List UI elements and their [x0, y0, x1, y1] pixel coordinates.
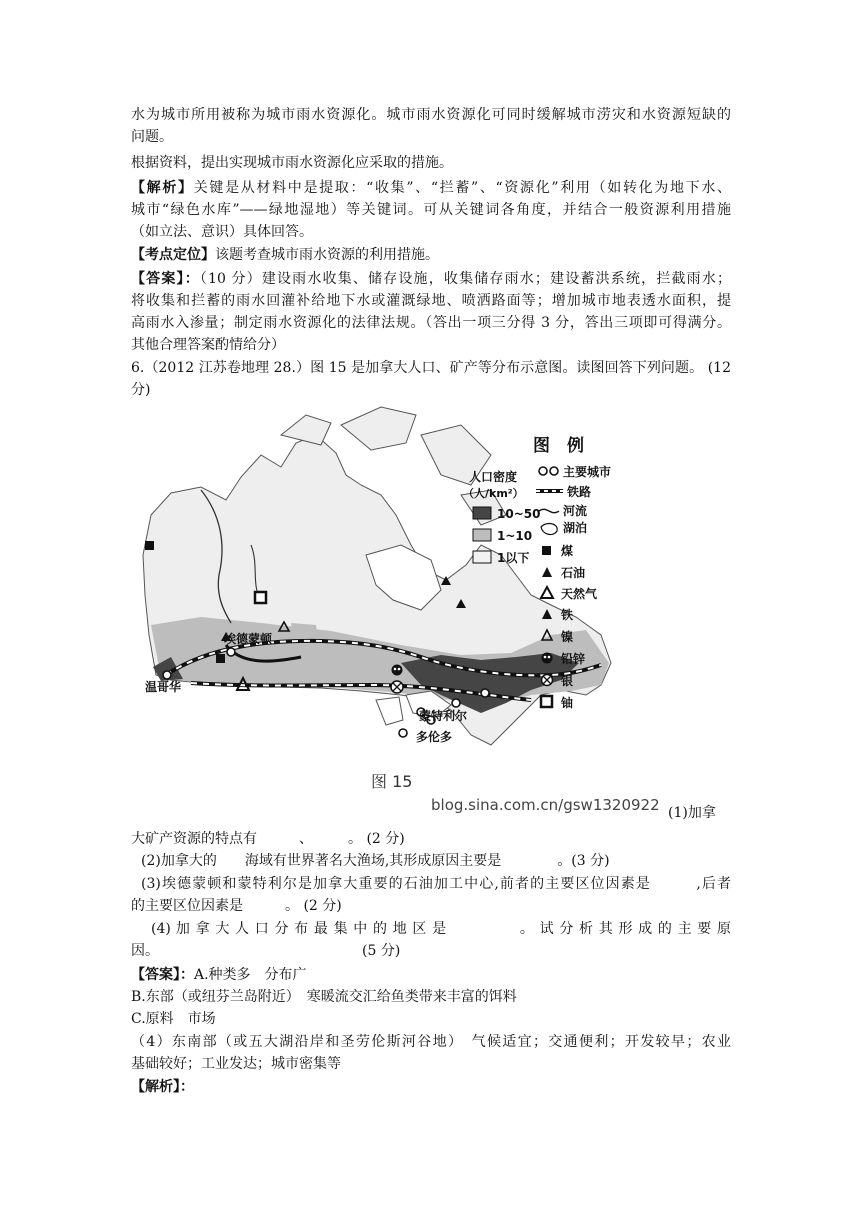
density-legend-unit: （人/km²）: [463, 487, 524, 500]
analysis-line: 【解析】关键是从材料中是提取：“收集”、“拦蓄”、“资源化”利用（如转化为地下水、: [131, 180, 732, 196]
coal-legend-icon: [542, 546, 551, 555]
coal-symbol: [145, 541, 154, 550]
answer-label: 【答案】：: [131, 271, 200, 287]
lead-zinc-legend-dot: [544, 656, 547, 659]
uranium-symbol: [255, 592, 266, 603]
legend-title: 图 例: [533, 436, 584, 456]
question-6-line: 分): [131, 382, 151, 398]
lead-zinc-legend-icon: [542, 653, 553, 664]
city-marker: [481, 689, 489, 697]
analysis-label: 【解析】: [131, 180, 194, 196]
density-swatch-low: [473, 551, 491, 563]
city-label-toronto: 多伦多: [416, 730, 453, 744]
great-lakes: [376, 697, 403, 725]
question-4-line: (4) 加 拿 大 人 口 分 布 最 集 中 的 地 区 是 。 试 分 析 其 形 成 的 主 要 原: [151, 921, 731, 937]
lake-legend-icon: [541, 524, 557, 535]
answer-line: 基础较好；工业发达；城市密集等: [131, 1056, 341, 1072]
legend-label-city: 主要城市: [563, 465, 612, 479]
city-marker: [227, 648, 235, 656]
legend-label-nickel: 镍: [561, 630, 574, 644]
river-legend-icon: [539, 509, 559, 512]
legend-label-coal: 煤: [561, 544, 574, 558]
question-3-line: 的主要区位因素是 。 (2 分): [131, 898, 342, 914]
answer-line: （4）东南部（或五大湖沿岸和圣劳伦斯河谷地） 气候适宜；交通便利；开发较早；农业: [131, 1034, 731, 1050]
legend-label-railway: 铁路: [567, 485, 592, 499]
answer-line: B.东部（或纽芬兰岛附近） 寒暖流交汇给鱼类带来丰富的饵料: [131, 989, 517, 1005]
city-marker: [452, 699, 460, 707]
legend-label-oil: 石油: [561, 566, 586, 580]
question-1-tail: (1)加拿: [668, 805, 716, 821]
figure-label: 图 15: [371, 772, 413, 791]
answer-line: 【答案】：（10 分）建设雨水收集、储存设施，收集储存雨水；建设蓄洪系统，拦截雨水；: [131, 271, 732, 287]
lead-zinc-symbol: [394, 668, 397, 671]
oil-legend-icon: [542, 567, 552, 577]
coal-symbol: [216, 654, 225, 663]
legend-label-river: 河流: [563, 504, 588, 518]
answer-line: 高雨水入渗量；制定雨水资源化的法律法规。（答出一项三分得 3 分，答出三项即可得满分。: [131, 315, 731, 331]
density-level-label: 10~50: [497, 507, 541, 521]
density-swatch-mid: [473, 529, 491, 541]
city-label-montreal: 蒙特利尔: [419, 709, 468, 723]
legend-label-lead-zinc: 铅锌: [561, 652, 586, 666]
density-swatch-high: [473, 507, 491, 519]
answer-line: 【答案】：A.种类多 分布广: [131, 967, 307, 983]
lead-zinc-legend-dot: [548, 656, 551, 659]
city-marker: [399, 729, 407, 737]
question-2-line: (2)加拿大的 海域有世界著名大渔场,其形成原因主要是 。(3 分): [141, 853, 610, 869]
paragraph-line: 问题。: [131, 129, 173, 145]
city-label-vancouver: 温哥华: [145, 680, 182, 694]
city-legend-icon: [550, 467, 558, 475]
key-point-label: 【考点定位】: [131, 247, 215, 263]
legend-label-gas: 天然气: [561, 587, 598, 601]
lead-zinc-symbol: [398, 668, 401, 671]
arctic-island: [341, 407, 416, 450]
analysis-line: （如立法、意识）具体回答。: [131, 224, 313, 240]
question-1-line: 大矿产资源的特点有 、 。 (2 分): [131, 831, 405, 847]
arctic-island: [281, 415, 331, 445]
question-3-line: (3)埃德蒙顿和蒙特利尔是加拿大重要的石油加工中心,前者的主要区位因素是 ,后者: [141, 876, 731, 892]
watermark: blog.sina.com.cn/gsw1320922: [431, 796, 660, 814]
analysis-line: 城市“绿色水库”——绿地湿地）等关键词。可从关键词各角度，并结合一般资源利用措施: [131, 202, 731, 218]
city-legend-icon: [539, 467, 547, 475]
answer-line: 将收集和拦蓄的雨水回灌补给地下水或灌溉绿地、喷洒路面等；增加城市地表透水面积，提: [131, 293, 731, 309]
question-text: 根据资料，提出实现城市雨水资源化应采取的措施。: [131, 155, 453, 171]
gas-legend-icon: [541, 587, 553, 598]
city-marker: [163, 671, 171, 679]
lead-zinc-symbol: [392, 665, 403, 676]
map-svg: [131, 395, 666, 815]
answer-line: C.原料 市场: [131, 1011, 216, 1027]
density-level-label: 1~10: [497, 529, 533, 543]
density-level-label: 1以下: [497, 551, 530, 565]
density-legend-title: 人口密度: [469, 470, 518, 484]
paragraph-line: 水为城市所用被称为城市雨水资源化。城市雨水资源化可同时缓解城市涝灾和水资源短缺的: [131, 107, 731, 123]
question-4-line: 因。 (5 分): [131, 943, 401, 959]
question-6-line: 6.（2012 江苏卷地理 28.）图 15 是加拿大人口、矿产等分布示意图。读图回答下列问题。 (12: [131, 360, 731, 376]
city-label-edmonton: 埃德蒙顿: [224, 632, 273, 646]
canada-map-figure: [131, 395, 666, 815]
analysis-label: 【解析】：: [131, 1079, 194, 1095]
legend-label-uranium: 铀: [561, 696, 574, 710]
legend-label-lake: 湖泊: [563, 521, 588, 535]
answer-label: 【答案】：: [131, 967, 194, 983]
legend-label-iron: 铁: [561, 608, 574, 622]
key-point-line: 【考点定位】该题考查城市雨水资源的利用措施。: [131, 247, 439, 263]
answer-line: 其他合理答案酌情给分）: [131, 337, 285, 353]
uranium-legend-icon: [541, 696, 552, 707]
legend-label-silver: 银: [561, 674, 574, 688]
